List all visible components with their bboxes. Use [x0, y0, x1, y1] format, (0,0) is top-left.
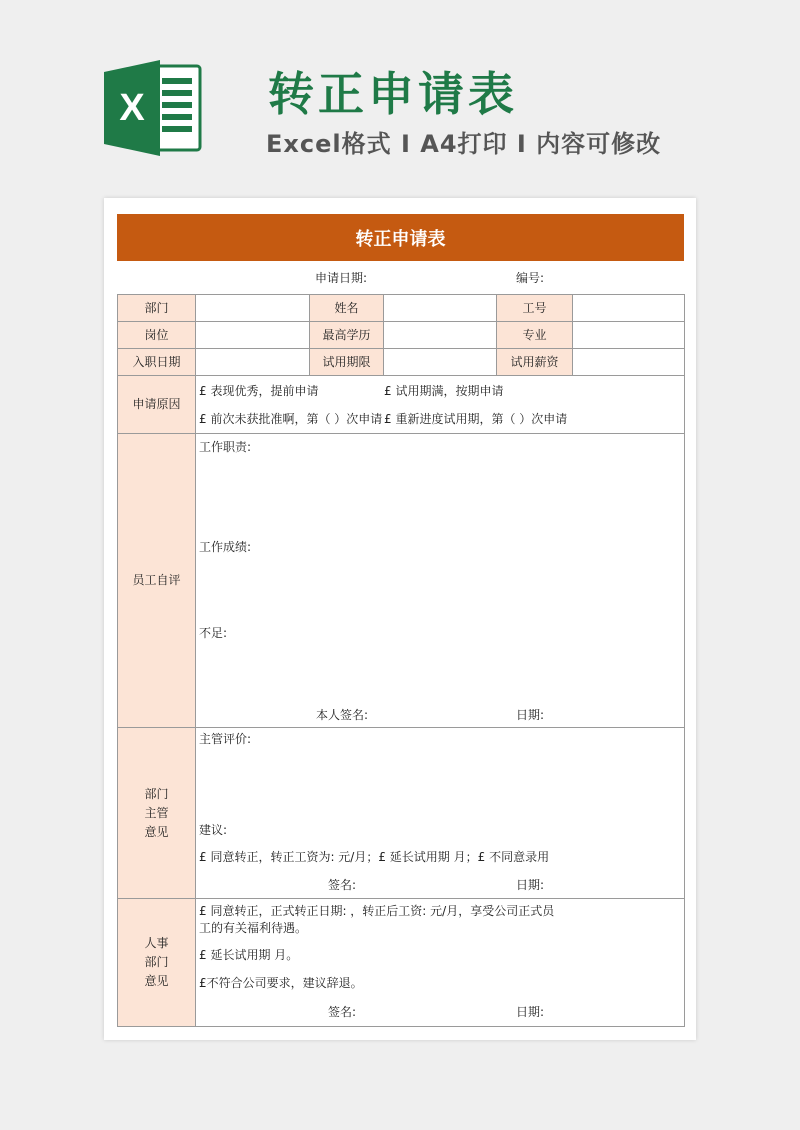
hire-date-label: 入职日期 — [118, 349, 196, 376]
self-date-label: 日期: — [516, 708, 545, 722]
self-eval-label: 员工自评 — [118, 434, 196, 728]
table-row — [118, 728, 685, 899]
form-banner: 转正申请表 — [117, 214, 684, 261]
page-title: 转正申请表 — [268, 67, 518, 121]
probation-label: 试用期限 — [310, 349, 384, 376]
manager-opinion-cell[interactable] — [196, 728, 685, 899]
table-row — [118, 322, 685, 349]
table-row — [118, 295, 685, 322]
application-form — [117, 294, 685, 1027]
major-field[interactable] — [573, 322, 685, 349]
dept-field[interactable] — [196, 295, 310, 322]
manager-options[interactable]: £ 同意转正，转正工资为: 元/月；£ 延长试用期 月；£ 不同意录用 — [199, 850, 550, 864]
table-row — [118, 349, 685, 376]
manager-date-label: 日期: — [516, 878, 545, 892]
hr-date-label: 日期: — [516, 1005, 545, 1019]
name-label: 姓名 — [310, 295, 384, 322]
reason-option-4[interactable]: £ 重新进度试用期，第（ ）次申请 — [384, 412, 568, 426]
hr-opinion-label: 人事 部门 意见 — [118, 899, 196, 1027]
empno-field[interactable] — [573, 295, 685, 322]
hr-option-2[interactable]: £ 延长试用期 月。 — [199, 948, 299, 962]
reason-cell — [196, 376, 685, 434]
edu-label: 最高学历 — [310, 322, 384, 349]
hr-option-1[interactable]: £ 同意转正，正式转正日期: ，转正后工资: 元/月，享受公司正式员 — [199, 904, 555, 918]
logo-letter: X — [119, 87, 145, 129]
table-row — [118, 434, 685, 728]
manager-signature-label: 签名: — [328, 878, 357, 892]
probation-salary-field[interactable] — [573, 349, 685, 376]
suggest-label: 建议: — [199, 823, 228, 837]
reason-option-2[interactable]: £ 试用期满，按期申请 — [384, 384, 504, 398]
post-field[interactable] — [196, 322, 310, 349]
hire-date-field[interactable] — [196, 349, 310, 376]
empno-label: 工号 — [497, 295, 573, 322]
hr-signature-label: 签名: — [328, 1005, 357, 1019]
apply-date-label: 申请日期: — [315, 271, 368, 285]
page-subtitle: Excel格式 I A4打印 I 内容可修改 — [266, 130, 662, 158]
duty-label: 工作职责: — [199, 440, 252, 454]
major-label: 专业 — [497, 322, 573, 349]
number-label: 编号: — [516, 271, 545, 285]
hr-option-1-cont: 工的有关福利待遇。 — [199, 921, 308, 935]
name-field[interactable] — [384, 295, 497, 322]
post-label: 岗位 — [118, 322, 196, 349]
dept-label: 部门 — [118, 295, 196, 322]
edu-field[interactable] — [384, 322, 497, 349]
probation-salary-label: 试用薪资 — [497, 349, 573, 376]
probation-field[interactable] — [384, 349, 497, 376]
self-signature-label: 本人签名: — [316, 708, 369, 722]
shortage-label: 不足: — [199, 626, 228, 640]
excel-logo-icon — [104, 60, 202, 156]
table-row — [118, 376, 685, 434]
hr-option-3[interactable]: £不符合公司要求，建议辞退。 — [199, 976, 363, 990]
result-label: 工作成绩: — [199, 540, 252, 554]
hr-opinion-cell[interactable] — [196, 899, 685, 1027]
manager-opinion-label: 部门 主管 意见 — [118, 728, 196, 899]
reason-option-3[interactable]: £ 前次未获批准啊，第（ ）次申请 — [199, 412, 383, 426]
reason-option-1[interactable]: £ 表现优秀，提前申请 — [199, 384, 319, 398]
self-eval-cell[interactable] — [196, 434, 685, 728]
reason-label: 申请原因 — [118, 376, 196, 434]
manager-comment-label: 主管评价: — [199, 732, 252, 746]
table-row — [118, 899, 685, 1027]
